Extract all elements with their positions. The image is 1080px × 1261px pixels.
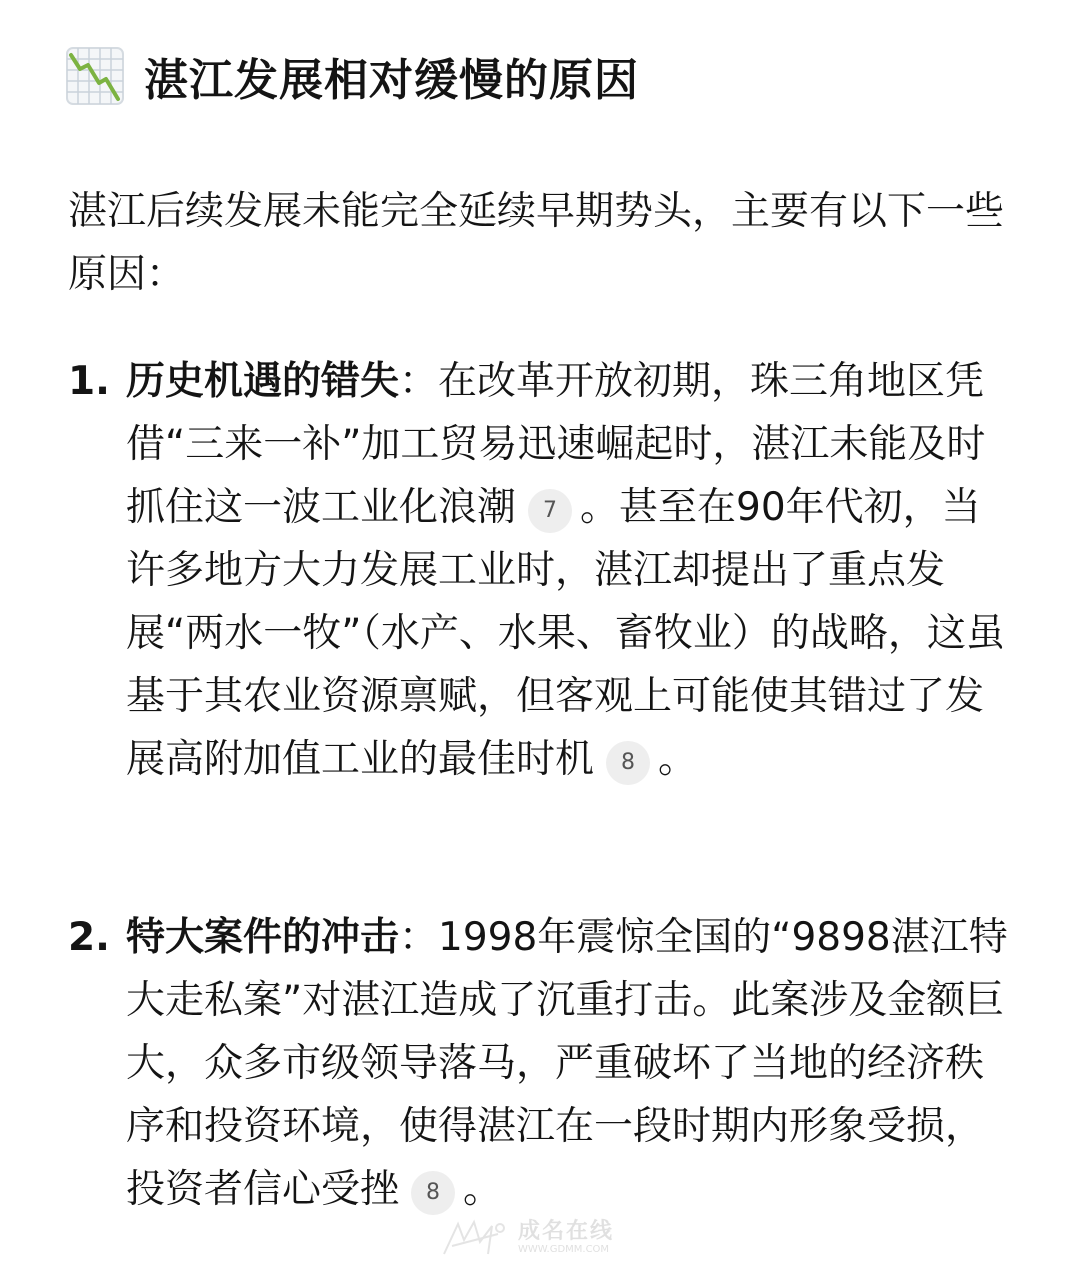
list-item-text: 。甚至在90年代初，当许多地方大力发展工业时，湛江却提出了重点发展“两水一牧”（水产、水果、畜牧业）的战略，这虽基于其农业资源禀赋，但客观上可能使其错过了发展高附加值工业的最佳时机	[126, 485, 1005, 782]
list-item-colon: ：	[399, 915, 439, 960]
citation-badge[interactable]: 8	[606, 741, 650, 785]
watermark-brand: 成名在线	[518, 1219, 615, 1244]
list-item-number: 1.	[68, 359, 110, 404]
list-item-text: 。	[658, 737, 698, 782]
list-item-number: 2.	[68, 915, 110, 960]
watermark-text	[518, 1220, 614, 1256]
watermark	[440, 1218, 614, 1258]
section-heading	[66, 40, 639, 112]
list-item-title: 历史机遇的错失	[126, 359, 400, 404]
list-item-body	[126, 350, 1018, 791]
list-item	[68, 350, 1018, 791]
chart-decreasing-icon	[66, 47, 124, 105]
watermark-logo-icon	[440, 1218, 510, 1258]
list-item-text: 1998年震惊全国的“9898湛江特大走私案”对湛江造成了沉重打击。此案涉及金额巨大，众多市级领导落马，严重破坏了当地的经济秩序和投资环境，使得湛江在一段时期内形象受损，投资者信心受挫	[126, 915, 1008, 1212]
list-item-text: 。	[463, 1167, 503, 1212]
list-item	[68, 906, 1018, 1221]
list-item-colon: ：	[399, 359, 439, 404]
list-item-body	[126, 906, 1018, 1221]
page-title: 湛江发展相对缓慢的原因	[144, 55, 639, 106]
intro-paragraph: 湛江后续发展未能完全延续早期势头，主要有以下一些原因：	[68, 189, 1005, 297]
citation-badge[interactable]: 8	[411, 1171, 455, 1215]
list-item-title: 特大案件的冲击	[126, 915, 400, 960]
list-item-text: 在改革开放初期，珠三角地区凭借“三来一补”加工贸易迅速崛起时，湛江未能及时抓住这一波工业化浪潮	[126, 359, 986, 530]
citation-badge[interactable]: 7	[528, 489, 572, 533]
watermark-url: WWW.GDMM.COM	[518, 1244, 610, 1255]
